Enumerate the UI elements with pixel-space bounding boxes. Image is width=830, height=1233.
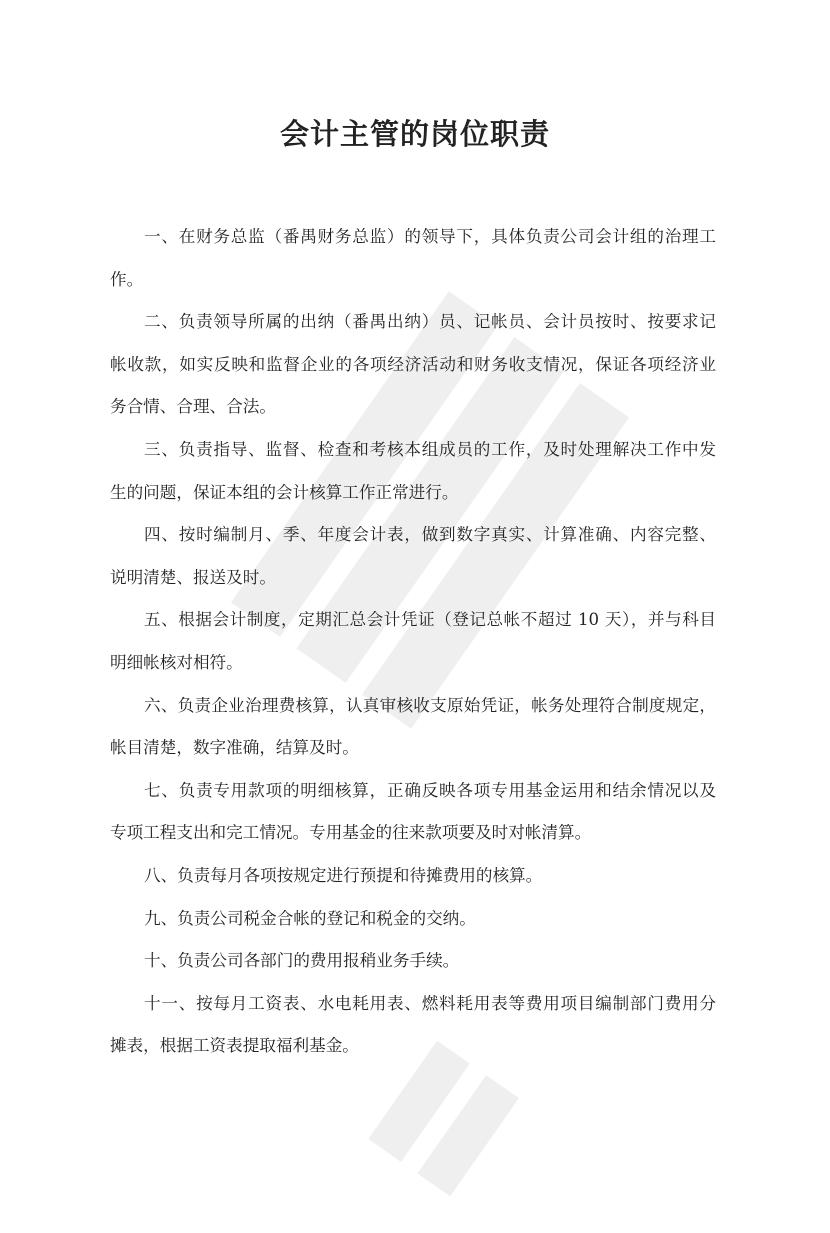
paragraph-line: 帐目清楚，数字准确，结算及时。 bbox=[110, 738, 359, 758]
paragraph-line: 专项工程支出和完工情况。专用基金的往来款项要及时对帐清算。 bbox=[110, 823, 592, 843]
paragraph-line: 十一、按每月工资表、水电耗用表、燃料耗用表等费用项目编制部门费用分 bbox=[144, 993, 716, 1013]
paragraph-line: 帐收款，如实反映和监督企业的各项经济活动和财务收支情况，保证各项经济业 bbox=[110, 354, 716, 374]
paragraph-line: 十、负责公司各部门的费用报稍业务手续。 bbox=[144, 951, 460, 971]
duty-paragraph bbox=[110, 216, 716, 301]
duty-paragraph bbox=[110, 770, 716, 855]
paragraph-line: 一、在财务总监（番禺财务总监）的领导下，具体负责公司会计组的治理工 bbox=[144, 227, 716, 246]
duty-paragraph bbox=[110, 301, 716, 429]
document-body bbox=[110, 216, 716, 1068]
duty-paragraph bbox=[110, 685, 716, 770]
paragraph-line: 五、根据会计制度，定期汇总会计凭证（登记总帐不超过 10 天），并与科目 bbox=[144, 610, 716, 630]
paragraph-line: 二、负责领导所属的出纳（番禺出纳）员、记帐员、会计员按时、按要求记 bbox=[144, 312, 716, 332]
document-title: 会计主管的岗位职责 bbox=[279, 117, 550, 151]
duty-paragraph bbox=[110, 514, 716, 599]
paragraph-line: 三、负责指导、监督、检查和考核本组成员的工作，及时处理解决工作中发 bbox=[144, 439, 716, 459]
paragraph-line: 明细帐核对相符。 bbox=[110, 652, 243, 672]
paragraph-line: 摊表，根据工资表提取福利基金。 bbox=[110, 1036, 359, 1056]
duty-paragraph bbox=[110, 940, 716, 983]
paragraph-line: 九、负责公司税金合帐的登记和税金的交纳。 bbox=[144, 908, 476, 928]
duty-paragraph bbox=[110, 855, 716, 898]
paragraph-line: 八、负责每月各项按规定进行预提和待摊费用的核算。 bbox=[144, 865, 543, 885]
duty-paragraph bbox=[110, 429, 716, 514]
paragraph-line: 六、负责企业治理费核算，认真审核收支原始凭证，帐务处理符合制度规定， bbox=[144, 695, 716, 715]
paragraph-line: 生的问题，保证本组的会计核算工作正常进行。 bbox=[110, 482, 459, 502]
duty-paragraph bbox=[110, 983, 716, 1068]
paragraph-line: 作。 bbox=[110, 269, 144, 289]
paragraph-line: 务合情、合理、合法。 bbox=[110, 397, 276, 417]
duty-paragraph bbox=[110, 898, 716, 941]
paragraph-line: 说明清楚、报送及时。 bbox=[110, 567, 276, 587]
paragraph-line: 四、按时编制月、季、年度会计表，做到数字真实、计算准确、内容完整、 bbox=[144, 525, 716, 545]
duty-paragraph bbox=[110, 599, 716, 684]
paragraph-line: 七、负责专用款项的明细核算，正确反映各项专用基金运用和结余情况以及 bbox=[144, 780, 716, 800]
